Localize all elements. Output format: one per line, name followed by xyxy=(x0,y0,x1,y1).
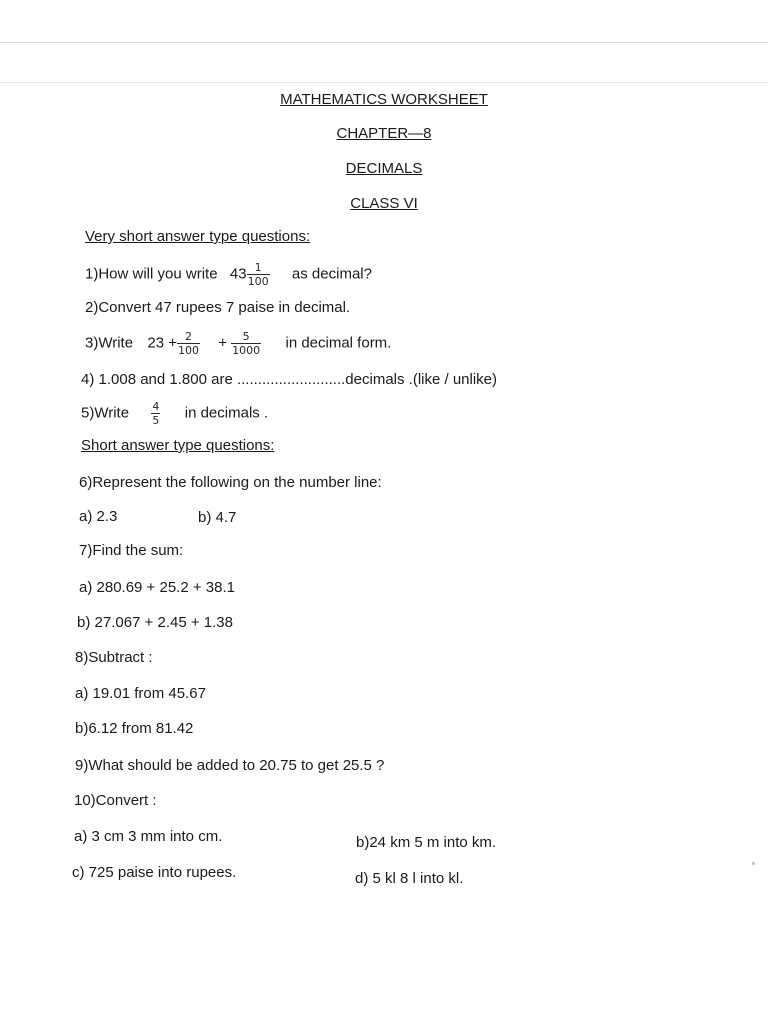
scan-speck xyxy=(752,862,755,865)
question-8b: b)6.12 from 81.42 xyxy=(75,720,194,737)
section-very-short-heading: Very short answer type questions: xyxy=(85,228,311,245)
q1-prefix: 1)How will you write xyxy=(85,265,218,283)
chapter-heading: CHAPTER—8 xyxy=(336,125,432,142)
q3-fraction-1 xyxy=(177,331,200,356)
q3-fraction-2 xyxy=(231,331,261,356)
section-short-heading: Short answer type questions: xyxy=(81,437,275,454)
q3-base: 23 + xyxy=(147,334,178,352)
q3-numerator-2: 5 xyxy=(242,330,250,343)
q5-suffix: in decimals . xyxy=(184,404,269,422)
question-6b: b) 4.7 xyxy=(198,509,237,526)
q5-fraction xyxy=(151,401,160,426)
question-2: 2)Convert 47 rupees 7 paise in decimal. xyxy=(85,299,351,316)
page-title: MATHEMATICS WORKSHEET xyxy=(280,91,488,108)
question-1 xyxy=(85,262,372,287)
question-7b: b) 27.067 + 2.45 + 1.38 xyxy=(77,614,233,631)
q5-denominator: 5 xyxy=(152,414,160,427)
scan-edge-top xyxy=(0,42,768,43)
q3-plus: + xyxy=(218,334,228,352)
q1-numerator: 1 xyxy=(254,261,262,274)
q3-prefix: 3)Write xyxy=(85,334,134,352)
question-4: 4) 1.008 and 1.800 are ..........................decimals .(like / unlike) xyxy=(81,371,498,388)
class-heading: CLASS VI xyxy=(350,195,418,212)
q1-fraction xyxy=(247,262,270,287)
question-10: 10)Convert : xyxy=(74,792,157,809)
q5-numerator: 4 xyxy=(152,400,160,413)
scan-edge-second xyxy=(0,82,768,83)
topic-heading: DECIMALS xyxy=(345,160,423,177)
question-6a: a) 2.3 xyxy=(79,508,118,525)
question-3 xyxy=(85,331,391,356)
q3-suffix: in decimal form. xyxy=(285,334,392,352)
question-5 xyxy=(81,401,268,426)
q1-denominator: 100 xyxy=(247,275,269,288)
question-8a: a) 19.01 from 45.67 xyxy=(75,685,206,702)
q3-numerator-1: 2 xyxy=(185,330,193,343)
question-10c: c) 725 paise into rupees. xyxy=(72,864,237,881)
question-10a: a) 3 cm 3 mm into cm. xyxy=(74,828,223,845)
q5-prefix: 5)Write xyxy=(81,404,130,422)
question-6: 6)Represent the following on the number line: xyxy=(79,474,382,491)
question-9: 9)What should be added to 20.75 to get 25.5 ? xyxy=(75,757,385,774)
question-10b: b)24 km 5 m into km. xyxy=(356,834,497,851)
question-10d: d) 5 kl 8 l into kl. xyxy=(355,870,464,887)
q3-denominator-2: 1000 xyxy=(232,344,261,357)
q1-whole: 43 xyxy=(229,265,247,283)
question-8: 8)Subtract : xyxy=(75,649,153,666)
question-7a: a) 280.69 + 25.2 + 38.1 xyxy=(79,579,235,596)
q1-suffix: as decimal? xyxy=(291,265,372,283)
question-7: 7)Find the sum: xyxy=(79,542,184,559)
q3-denominator-1: 100 xyxy=(178,344,200,357)
